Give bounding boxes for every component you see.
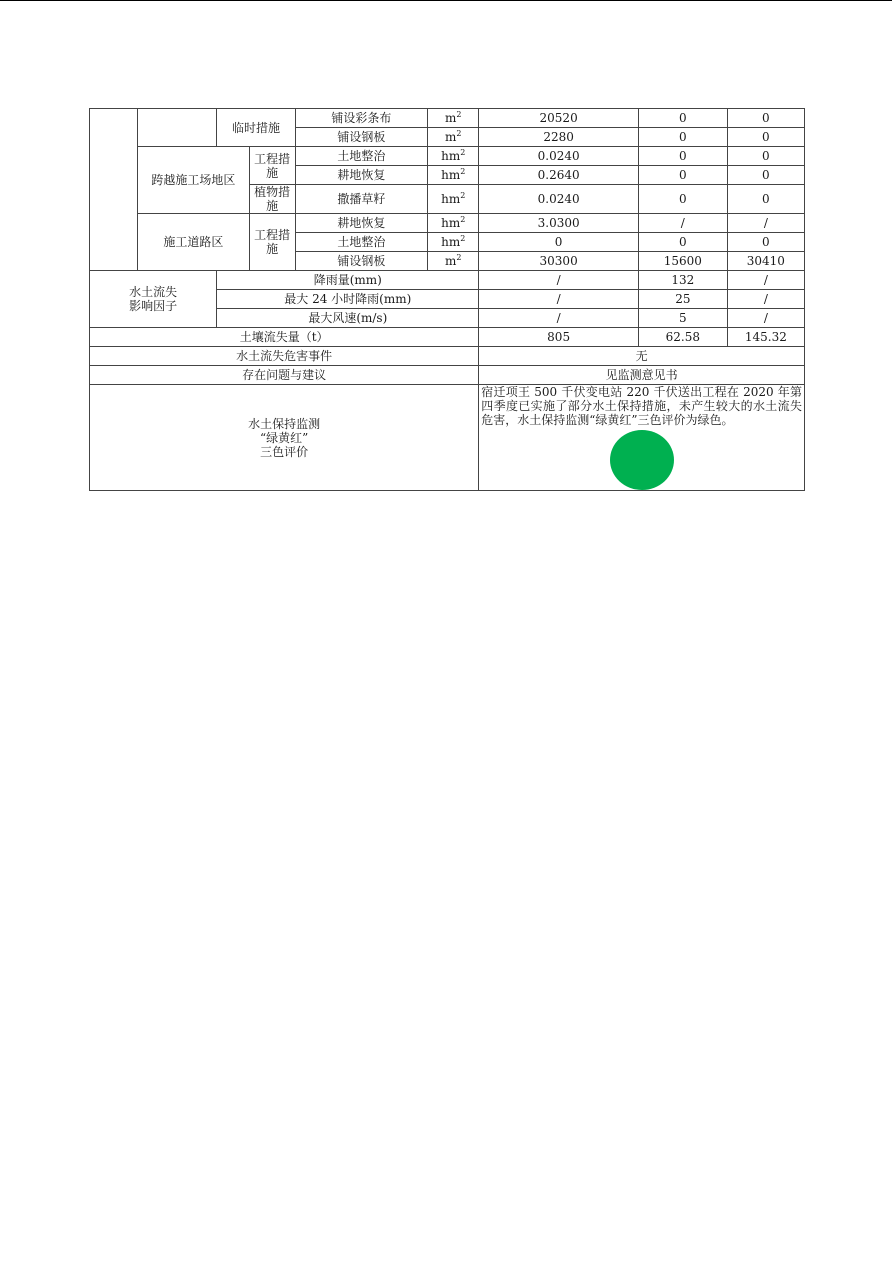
unit-cell: $hm^2$ — [428, 185, 479, 214]
evaluation-value-cell — [479, 385, 805, 491]
value-cell: 25 — [638, 290, 727, 309]
evaluation-text: 宿迁项王 500 千伏变电站 220 千伏送出工程在 2020 年第四季度已实施了部分水土保持措施，未产生较大的水土流失危害，水土保持监测“绿黄红”三色评价为绿色。 — [481, 385, 802, 427]
value-cell: 0 — [638, 147, 727, 166]
table-row — [90, 109, 805, 128]
value-cell: / — [638, 214, 727, 233]
evaluation-label-cell: 水土保持监测 “绿黄红” 三色评价 — [90, 385, 479, 491]
unit-cell: $hm^2$ — [428, 214, 479, 233]
item-cell: 耕地恢复 — [295, 214, 428, 233]
value-cell: 0 — [638, 166, 727, 185]
issues-label: 存在问题与建议 — [90, 366, 479, 385]
value-cell: / — [727, 271, 804, 290]
measure-type-cell: 植物措施 — [249, 185, 295, 214]
value-cell: 0.0240 — [479, 185, 639, 214]
unit-cell: $hm^2$ — [428, 147, 479, 166]
item-cell: 铺设钢板 — [295, 252, 428, 271]
table-row — [90, 347, 805, 366]
value-cell: / — [727, 214, 804, 233]
value-cell: 0 — [479, 233, 639, 252]
value-cell: 0 — [638, 128, 727, 147]
value-cell: 0 — [727, 233, 804, 252]
item-cell: 铺设彩条布 — [295, 109, 428, 128]
table-row — [90, 328, 805, 347]
monitoring-table — [89, 108, 805, 491]
value-cell: 0 — [727, 166, 804, 185]
value-cell: 5 — [638, 309, 727, 328]
blank-cell — [138, 109, 217, 147]
item-cell: 铺设钢板 — [295, 128, 428, 147]
table-row — [90, 385, 805, 491]
value-cell: 62.58 — [638, 328, 727, 347]
value-cell: 30410 — [727, 252, 804, 271]
item-cell: 土地整治 — [295, 147, 428, 166]
item-cell: 撒播草籽 — [295, 185, 428, 214]
value-cell: 132 — [638, 271, 727, 290]
unit-cell: $m^2$ — [428, 128, 479, 147]
value-cell: 0.2640 — [479, 166, 639, 185]
value-cell: 0 — [727, 109, 804, 128]
value-cell: 0 — [727, 128, 804, 147]
unit-cell: $hm^2$ — [428, 166, 479, 185]
value-cell: 15600 — [638, 252, 727, 271]
value-cell: / — [727, 290, 804, 309]
hazard-label: 水土流失危害事件 — [90, 347, 479, 366]
measure-type-cell: 工程措施 — [249, 214, 295, 271]
table-row — [90, 147, 805, 166]
factor-name-cell: 最大 24 小时降雨(mm) — [217, 290, 479, 309]
factor-name-cell: 降雨量(mm) — [217, 271, 479, 290]
hazard-value: 无 — [479, 347, 805, 366]
unit-cell: $m^2$ — [428, 252, 479, 271]
value-cell: / — [479, 309, 639, 328]
green-status-indicator — [610, 430, 674, 490]
table-row — [90, 366, 805, 385]
value-cell: 30300 — [479, 252, 639, 271]
value-cell: 0 — [638, 109, 727, 128]
value-cell: 20520 — [479, 109, 639, 128]
measure-type-cell: 工程措施 — [249, 147, 295, 185]
soil-loss-label: 土壤流失量（t） — [90, 328, 479, 347]
unit-cell: $m^2$ — [428, 109, 479, 128]
table-row — [90, 214, 805, 233]
page-top-rule — [0, 0, 892, 1]
measure-type-cell: 临时措施 — [217, 109, 295, 147]
value-cell: 2280 — [479, 128, 639, 147]
value-cell: / — [479, 290, 639, 309]
value-cell: 805 — [479, 328, 639, 347]
item-cell: 耕地恢复 — [295, 166, 428, 185]
unit-cell: $hm^2$ — [428, 233, 479, 252]
factor-name-cell: 最大风速(m/s) — [217, 309, 479, 328]
value-cell: 0.0240 — [479, 147, 639, 166]
zone-cell: 跨越施工场地区 — [138, 147, 250, 214]
issues-value: 见监测意见书 — [479, 366, 805, 385]
zone-cell: 施工道路区 — [138, 214, 250, 271]
value-cell: 145.32 — [727, 328, 804, 347]
value-cell: / — [479, 271, 639, 290]
value-cell: 0 — [727, 185, 804, 214]
item-cell: 土地整治 — [295, 233, 428, 252]
value-cell: / — [727, 309, 804, 328]
blank-cell — [90, 109, 138, 271]
value-cell: 0 — [638, 185, 727, 214]
table-row — [90, 271, 805, 290]
value-cell: 0 — [638, 233, 727, 252]
value-cell: 3.0300 — [479, 214, 639, 233]
factors-label-cell: 水土流失 影响因子 — [90, 271, 217, 328]
value-cell: 0 — [727, 147, 804, 166]
